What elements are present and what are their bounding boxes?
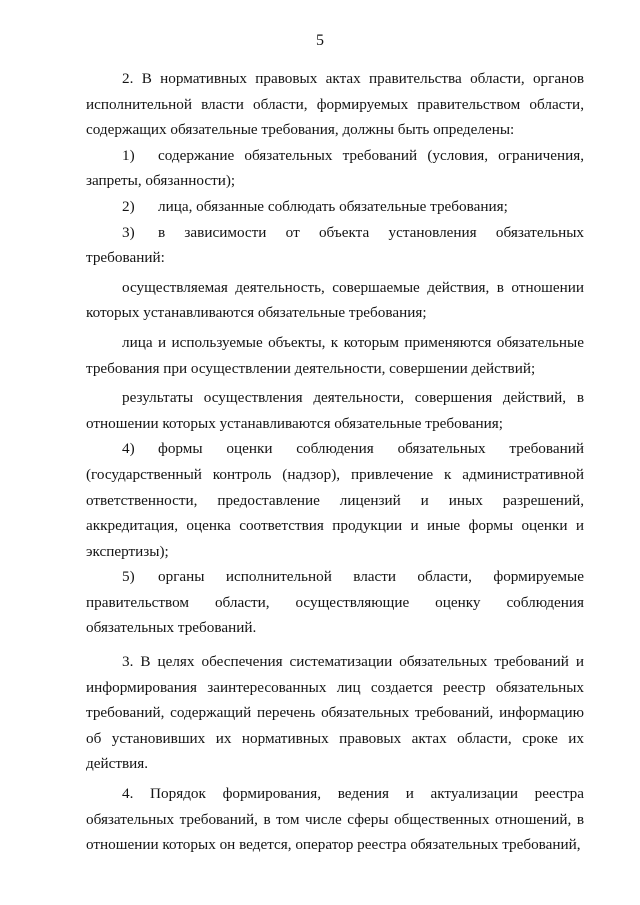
sub-item-persons-objects: лица и используемые объекты, к которым применяются обязательные требования при осуществлении деятельности, совершении действий;	[86, 333, 584, 377]
list-item-1-number: 1)	[122, 146, 135, 164]
list-item-1	[86, 143, 584, 194]
list-item-5-text: органы исполнительной власти области, формируемые правительством области, осуществляющие оценку соблюдения обязательных требований.	[86, 568, 584, 637]
paragraph-3: 3. В целях обеспечения систематизации обязательных требований и информирования заинтересованных лиц создается реестр обязательных требований, содержащий перечень обязательных требований, информацию об установивших их нормативных правовых актах области, сроке их действия.	[86, 653, 584, 773]
list-item-2	[86, 194, 584, 220]
list-item-5-number: 5)	[122, 568, 135, 586]
paragraph-4: 4. Порядок формирования, ведения и актуализации реестра обязательных требований, в том числе сферы общественных отношений, в отношении которых он ведется, оператор реестра обязательных требований,	[86, 785, 584, 854]
document-body	[86, 66, 584, 858]
list-item-2-text: лица, обязанные соблюдать обязательные требования;	[158, 197, 508, 215]
sub-item-activity: осуществляемая деятельность, совершаемые действия, в отношении которых устанавливаются обязательные требования;	[86, 278, 584, 322]
list-item-2-number: 2)	[122, 197, 135, 215]
list-item-3-text: в зависимости от объекта установления обязательных требований:	[86, 223, 584, 267]
list-item-1-text: содержание обязательных требований (условия, ограничения, запреты, обязанности);	[86, 146, 584, 190]
list-item-4	[86, 436, 584, 564]
list-item-5	[86, 564, 584, 641]
list-item-4-text: формы оценки соблюдения обязательных требований (государственный контроль (надзор), привлечение к административной ответственности, предоставление лицензий и иных разрешений, аккредитация, оценка соответствия продукции и иные формы оценки и экспертизы);	[86, 440, 584, 560]
list-item-3-number: 3)	[122, 223, 135, 241]
list-item-3	[86, 220, 584, 271]
page-number: 5	[316, 32, 324, 49]
paragraph-2: 2. В нормативных правовых актах правительства области, органов исполнительной власти области, формируемых правительством области, содержащих обязательные требования, должны быть определены:	[86, 70, 584, 139]
sub-item-results: результаты осуществления деятельности, совершения действий, в отношении которых устанавливаются обязательные требования;	[86, 389, 584, 432]
list-item-4-number: 4)	[122, 440, 135, 458]
